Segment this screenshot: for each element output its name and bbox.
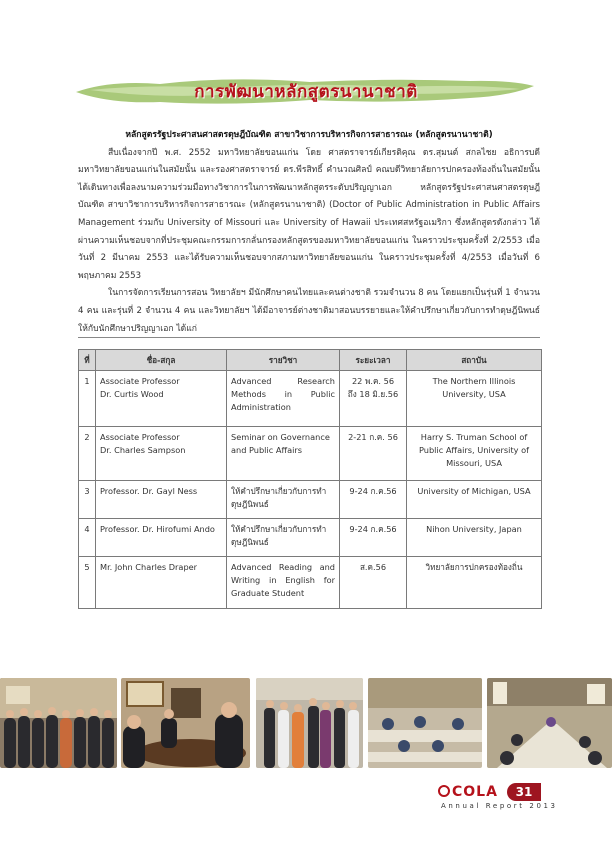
cell-institution: Nihon University, Japan xyxy=(407,519,542,557)
table-row xyxy=(79,427,542,481)
col-header-period: ระยะเวลา xyxy=(340,350,407,371)
table-header-row xyxy=(79,350,542,371)
cell-name: Professor. Dr. Gayl Ness xyxy=(96,481,227,519)
table-row xyxy=(79,519,542,557)
col-header-name: ชื่อ-สกุล xyxy=(96,350,227,371)
col-header-no: ที่ xyxy=(79,350,96,371)
name-line: Associate Professor xyxy=(100,432,180,442)
cell-institution: University of Michigan, USA xyxy=(407,481,542,519)
cell-name xyxy=(96,371,227,427)
paragraph: สืบเนื่องจากปี พ.ศ. 2552 มหาวิทยาลัยขอนแก่น โดย ศาสตราจารย์เกียรติคุณ ดร.สุมนต์ สกลไชย อธิการบดีมหาวิทยาลัยขอนแก่นในสมัยนั้น และรองศาสตราจารย์ ดร.พีรสิทธิ์ คำนวณศิลป์ คณบดีวิทยาลัยการปกครองท้องถิ่นในสมัยนั้น ได้เดินทางเพื่อลงนามความร่วมมือทางวิชาการในการพัฒนาหลักสูตรระดับปริญญาเอก หลักสูตรรัฐประศาสนศาสตรดุษฎีบัณฑิต สาขาวิชาการบริหารกิจการสาธารณะ (หลักสูตรนานาชาติ) (Doctor of Public Administration in Public Affairs Management ร่วมกับ University of Missouri และ University of Hawaii ประเทศสหรัฐอเมริกา ซึ่งหลักสูตรดังกล่าว ได้ผ่านความเห็นชอบจากที่ประชุมคณะกรรมการกลั่นกรองหลักสูตรของมหาวิทยาลัยขอนแก่น ในคราวประชุมครั้งที่ 2/2553 เมื่อวันที่ 2 มีนาคม 2553 และได้รับความเห็นชอบจากสภามหาวิทยาลัยขอนแก่น ในคราวประชุมครั้งที่ 4/2553 เมื่อวันที่ 6 พฤษภาคม 2553 xyxy=(78,147,540,281)
cell-period: 2-21 ก.ค. 56 xyxy=(340,427,407,481)
faculty-table xyxy=(78,349,542,609)
cell-institution: วิทยาลัยการปกครองท้องถิ่น xyxy=(407,557,542,609)
cell-period: 9-24 ก.ค.56 xyxy=(340,519,407,557)
cell-no: 1 xyxy=(79,371,96,427)
paragraph: ในการจัดการเรียนการสอน วิทยาลัยฯ มีนักศึกษาคนไทยและคนต่างชาติ รวมจำนวน 8 คน โดยแยกเป็นรุ่นที่ 1 จำนวน 4 คน และรุ่นที่ 2 จำนวน 4 คน และวิทยาลัยฯ ได้มีอาจารย์ต่างชาติมาสอนบรรยายและให้คำปรึกษาเกี่ยวกับการทำดุษฎีนิพนธ์ให้กับนักศึกษาปริญญาเอก ได้แก่ xyxy=(78,288,540,334)
name-line: Dr. Curtis Wood xyxy=(100,389,164,399)
name-line: Associate Professor xyxy=(100,376,180,386)
cell-subject: Seminar on Governance and Public Affairs xyxy=(227,427,340,481)
cell-institution: The Northern Illinois University, USA xyxy=(407,371,542,427)
cell-institution: Harry S. Truman School of Public Affairs, University of Missouri, USA xyxy=(407,427,542,481)
divider xyxy=(78,337,540,338)
table-row xyxy=(79,371,542,427)
cola-logo: COLA xyxy=(452,784,498,800)
name-line: Dr. Charles Sampson xyxy=(100,445,186,455)
cell-subject: Advanced Research Methods in Public Administration xyxy=(227,371,340,427)
cell-period xyxy=(340,371,407,427)
photo-strip xyxy=(0,678,612,768)
classroom-photo xyxy=(368,678,482,768)
cell-subject: ให้คำปรึกษาเกี่ยวกับการทำดุษฎีนิพนธ์ xyxy=(227,481,340,519)
cell-no: 3 xyxy=(79,481,96,519)
cell-subject: ให้คำปรึกษาเกี่ยวกับการทำดุษฎีนิพนธ์ xyxy=(227,519,340,557)
col-header-institution: สถาบัน xyxy=(407,350,542,371)
cell-period: ส.ค.56 xyxy=(340,557,407,609)
classroom-photo xyxy=(487,678,612,768)
period-line: 22 พ.ค. 56 xyxy=(351,376,395,386)
cola-logo-icon xyxy=(438,785,450,797)
cell-name xyxy=(96,427,227,481)
cell-name: Mr. John Charles Draper xyxy=(96,557,227,609)
group-photo xyxy=(256,678,363,768)
table-row xyxy=(79,557,542,609)
group-photo xyxy=(0,678,117,768)
cell-subject: Advanced Reading and Writing in English for Graduate Student xyxy=(227,557,340,609)
cell-no: 5 xyxy=(79,557,96,609)
page-number: 31 xyxy=(507,783,541,801)
col-header-subject: รายวิชา xyxy=(227,350,340,371)
meeting-photo xyxy=(121,678,250,768)
annual-report-label: Annual Report 2013 xyxy=(441,802,558,810)
cell-period: 9-24 ก.ค.56 xyxy=(340,481,407,519)
period-line: ถึง 18 มิ.ย.56 xyxy=(347,389,399,399)
cell-no: 4 xyxy=(79,519,96,557)
cell-no: 2 xyxy=(79,427,96,481)
table-row xyxy=(79,481,542,519)
cell-name: Professor. Dr. Hirofumi Ando xyxy=(96,519,227,557)
page-title: การพัฒนาหลักสูตรนานาชาติ xyxy=(194,82,418,102)
article-body xyxy=(78,127,540,338)
section-heading: หลักสูตรรัฐประศาสนศาสตรดุษฎีบัณฑิต สาขาวิชาการบริหารกิจการสาธารณะ (หลักสูตรนานาชาติ) xyxy=(125,130,493,140)
